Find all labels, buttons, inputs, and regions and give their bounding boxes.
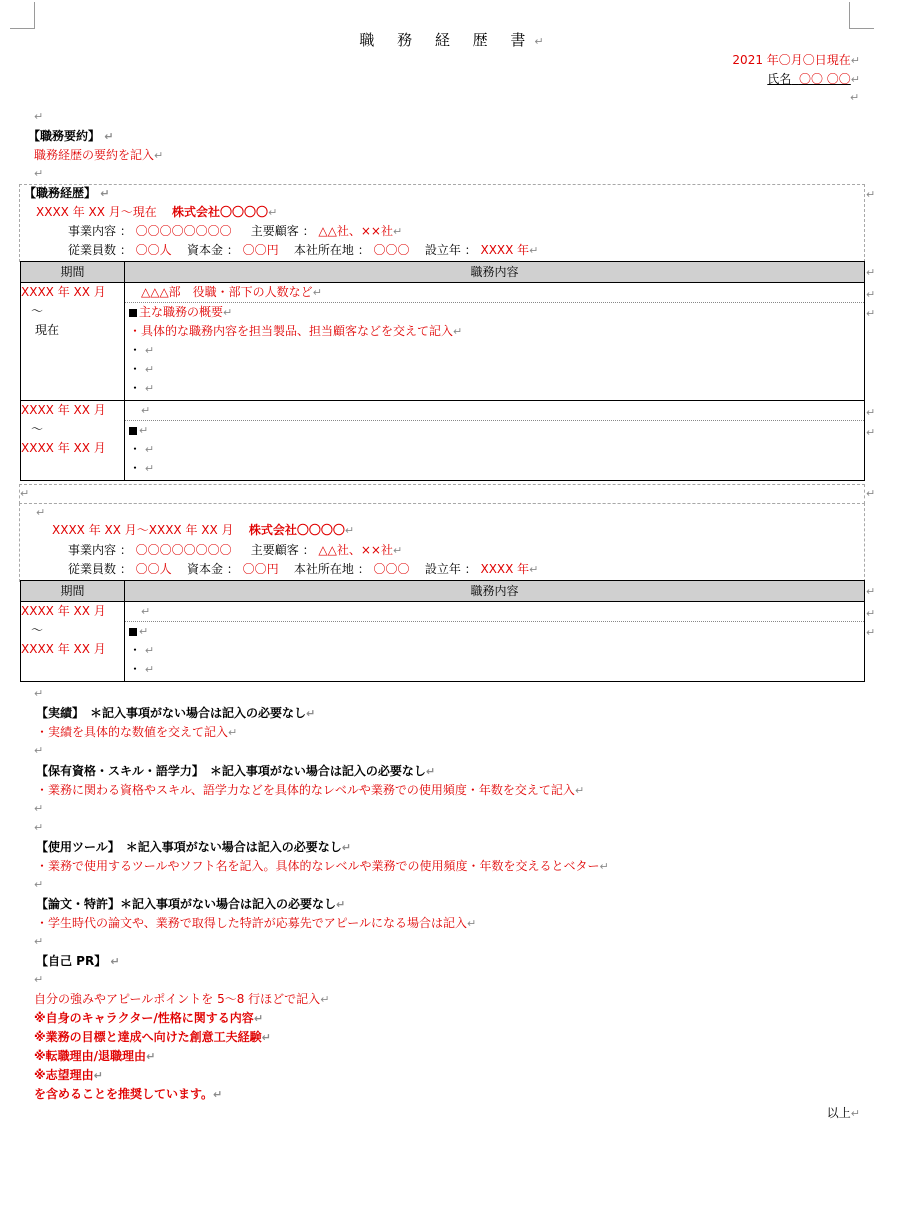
para-mark: ↵ <box>144 644 155 657</box>
para-mark: ↵ <box>599 860 609 873</box>
para-mark: ↵ <box>144 382 155 395</box>
para-mark: ↵ <box>529 244 539 257</box>
dot-text: ・ <box>129 343 142 357</box>
end-mark-text: 以上 <box>826 1106 851 1120</box>
para-mark: ↵ <box>139 625 149 638</box>
dot-text: ・ <box>129 442 142 456</box>
bullet-square-icon <box>129 427 137 435</box>
table-header-row <box>21 262 865 283</box>
para-mark: ↵ <box>146 1050 156 1063</box>
para-mark: ↵ <box>425 765 436 778</box>
period-cell <box>21 283 125 401</box>
self-pr-item <box>34 1010 263 1027</box>
dept-line <box>125 602 864 622</box>
para-mark: ↵ <box>866 288 876 301</box>
para-mark: ↵ <box>20 487 30 500</box>
bullet-square-icon <box>129 628 137 636</box>
para-mark: ↵ <box>866 188 876 201</box>
company2-job-table <box>20 580 865 682</box>
para-mark: ↵ <box>261 1031 271 1044</box>
para-mark: ↵ <box>312 286 322 299</box>
self-pr-heading <box>36 953 120 970</box>
period-from: XXXX 年 XX 月 <box>21 604 106 618</box>
para-mark: ↵ <box>850 91 860 104</box>
papers-body <box>36 915 476 932</box>
bullet-line <box>125 360 864 379</box>
self-pr-item <box>34 1067 103 1084</box>
para-mark: ↵ <box>866 607 876 620</box>
para-mark: ↵ <box>144 462 155 475</box>
para-mark: ↵ <box>34 110 44 123</box>
content-cell <box>125 283 865 401</box>
company1-employees-value: 〇〇人 <box>135 243 172 257</box>
company2-business-label: 事業内容 ： <box>68 543 132 557</box>
company1-founded-label: 設立年 ： <box>424 243 477 257</box>
dot-text: ・ <box>129 362 142 376</box>
summary-body <box>34 147 163 164</box>
para-mark: ↵ <box>34 744 44 757</box>
para-mark: ↵ <box>100 187 110 200</box>
self-pr-item <box>34 1029 271 1046</box>
para-mark: ↵ <box>139 424 149 437</box>
company1-hq-value: 〇〇〇 <box>373 243 410 257</box>
bullet-line <box>125 660 864 679</box>
detail-text: ・具体的な職務内容を担当製品、担当顧客などを交えて記入 <box>129 324 454 338</box>
company1-period-line <box>36 204 277 221</box>
period-from: XXXX 年 XX 月 <box>21 403 106 417</box>
para-mark: ↵ <box>141 404 151 417</box>
period-to: XXXX 年 XX 月 <box>21 642 106 656</box>
page-corner-top-right <box>849 2 874 29</box>
achievements-body <box>36 724 237 741</box>
self-pr-closing-text: を含めることを推奨しています。 <box>34 1087 214 1101</box>
table-header-row <box>21 581 865 602</box>
dot-text: ・ <box>129 461 142 475</box>
company2-employees-label: 従業員数 ： <box>68 562 132 576</box>
para-mark: ↵ <box>467 917 477 930</box>
para-mark: ↵ <box>154 149 164 162</box>
achievements-heading-text: 【実績】 ＊記入事項がない場合は記入の必要なし <box>36 706 307 720</box>
dept-line <box>125 283 864 303</box>
self-pr-item-text: ※転職理由/退職理由 <box>34 1049 147 1063</box>
company2-profile-line <box>68 561 538 578</box>
papers-heading-text: 【論文・特許】＊記入事項がない場合は記入の必要なし <box>36 897 337 911</box>
company2-founded-label: 設立年 ： <box>424 562 477 576</box>
achievements-body-text: ・実績を具体的な数値を交えて記入 <box>36 725 229 739</box>
papers-heading <box>36 896 345 913</box>
period-tilde: ～ <box>31 304 44 318</box>
end-mark <box>827 1105 860 1122</box>
qualifications-body-text: ・業務に関わる資格やスキル、語学力などを具体的なレベルや業務での使用頻度・年数を交えて記入 <box>36 783 575 797</box>
para-mark: ↵ <box>34 935 44 948</box>
summary-body-text: 職務経歴の要約を記入 <box>34 148 155 162</box>
para-mark: ↵ <box>336 898 346 911</box>
para-mark: ↵ <box>866 585 876 598</box>
qualifications-body <box>36 782 584 799</box>
bullet-line <box>125 379 864 398</box>
name-label: 氏名 <box>767 72 792 86</box>
company-frame-gap <box>19 484 865 504</box>
table-row <box>21 602 865 682</box>
tools-body-text: ・業務で使用するツールやソフト名を記入。具体的なレベルや業務での使用頻度・年数を交えるとベター <box>36 859 600 873</box>
para-mark: ↵ <box>144 443 155 456</box>
company1-name: 株式会社〇〇〇〇 <box>172 205 269 219</box>
para-mark: ↵ <box>850 54 860 67</box>
overview-line <box>125 421 864 440</box>
para-mark: ↵ <box>392 225 403 238</box>
period-cell <box>21 602 125 682</box>
history-heading-text: 【職務経歴】 <box>24 186 97 200</box>
company1-hq-label: 本社所在地 ： <box>293 243 370 257</box>
company1-client-label: 主要顧客 ： <box>250 224 315 238</box>
tools-heading-text: 【使用ツール】 ＊記入事項がない場合は記入の必要なし <box>36 840 342 854</box>
papers-body-text: ・学生時代の論文や、業務で取得した特許が応募先でアピールになる場合は記入 <box>36 916 468 930</box>
date-line <box>732 52 860 69</box>
para-mark: ↵ <box>866 406 876 419</box>
company2-hq-value: 〇〇〇 <box>373 562 410 576</box>
table-row <box>21 283 865 401</box>
para-mark: ↵ <box>104 130 114 143</box>
col-period-header: 期間 <box>21 262 125 283</box>
para-mark: ↵ <box>850 1107 860 1120</box>
company1-business-line <box>68 223 402 240</box>
para-mark: ↵ <box>529 563 539 576</box>
name-value: 〇〇 〇〇 <box>798 72 851 86</box>
para-mark: ↵ <box>34 802 44 815</box>
summary-heading-text: 【職務要約】 <box>28 129 101 143</box>
company2-client-value: △△社、××社 <box>318 543 393 557</box>
self-pr-item-text: ※業務の目標と達成へ向けた創意工夫経験 <box>34 1030 262 1044</box>
company2-business-value: 〇〇〇〇〇〇〇〇 <box>135 543 232 557</box>
period-to: 現在 <box>35 323 60 337</box>
content-cell <box>125 401 865 481</box>
para-mark: ↵ <box>268 206 278 219</box>
dept-line <box>125 401 864 421</box>
para-mark: ↵ <box>866 266 876 279</box>
col-content-header: 職務内容 <box>125 581 865 602</box>
overview-line <box>125 303 864 322</box>
para-mark: ↵ <box>213 1088 223 1101</box>
para-mark: ↵ <box>866 307 876 320</box>
achievements-heading <box>36 705 315 722</box>
para-mark: ↵ <box>534 35 553 48</box>
summary-heading <box>28 128 113 145</box>
self-pr-item-text: ※志望理由 <box>34 1068 94 1082</box>
self-pr-intro-text: 自分の強みやアピールポイントを 5～8 行ほどで記入 <box>34 992 321 1006</box>
para-mark: ↵ <box>392 544 403 557</box>
para-mark: ↵ <box>850 73 860 86</box>
period-from: XXXX 年 XX 月 <box>21 285 106 299</box>
para-mark: ↵ <box>34 167 44 180</box>
dept-text: △△△部 役職・部下の人数など <box>141 285 313 299</box>
company2-name: 株式会社〇〇〇〇 <box>248 523 345 537</box>
period-tilde: ～ <box>31 422 44 436</box>
para-mark: ↵ <box>223 306 233 319</box>
company1-founded-value: XXXX 年 <box>480 243 530 257</box>
self-pr-heading-text: 【自己 PR】 <box>36 954 107 968</box>
company2-founded-value: XXXX 年 <box>480 562 530 576</box>
bullet-line <box>125 341 864 360</box>
history-heading <box>24 185 109 202</box>
company2-period: XXXX 年 XX 月～XXXX 年 XX 月 <box>52 523 234 537</box>
para-mark: ↵ <box>341 841 351 854</box>
table-row <box>21 401 865 481</box>
para-mark: ↵ <box>34 821 44 834</box>
company2-capital-value: 〇〇円 <box>242 562 279 576</box>
para-mark: ↵ <box>144 344 155 357</box>
bullet-line <box>125 641 864 660</box>
company2-hq-label: 本社所在地 ： <box>293 562 370 576</box>
dot-text: ・ <box>129 643 142 657</box>
para-mark: ↵ <box>344 524 355 537</box>
date-text: 2021 年〇月〇日現在 <box>732 53 851 67</box>
para-mark: ↵ <box>34 687 44 700</box>
col-period-header: 期間 <box>21 581 125 602</box>
bullet-line <box>125 459 864 478</box>
company2-capital-label: 資本金 ： <box>186 562 239 576</box>
company1-job-table <box>20 261 865 481</box>
company1-business-label: 事業内容 ： <box>68 224 132 238</box>
para-mark: ↵ <box>34 973 44 986</box>
period-to: XXXX 年 XX 月 <box>21 441 106 455</box>
para-mark: ↵ <box>36 506 46 519</box>
para-mark: ↵ <box>144 363 155 376</box>
para-mark: ↵ <box>93 1069 103 1082</box>
self-pr-closing <box>34 1086 222 1103</box>
company1-period: XXXX 年 XX 月～現在 <box>36 205 157 219</box>
company1-profile-line <box>68 242 538 259</box>
para-mark: ↵ <box>34 878 44 891</box>
company1-employees-label: 従業員数 ： <box>68 243 132 257</box>
para-mark: ↵ <box>866 626 876 639</box>
self-pr-item <box>34 1048 155 1065</box>
page-corner-top-left <box>10 2 35 29</box>
bullet-line <box>125 440 864 459</box>
period-tilde: ～ <box>31 623 44 637</box>
dot-text: ・ <box>129 662 142 676</box>
company1-client-value: △△社、××社 <box>318 224 393 238</box>
para-mark: ↵ <box>866 426 876 439</box>
para-mark: ↵ <box>253 1012 264 1025</box>
para-mark: ↵ <box>141 605 151 618</box>
company2-employees-value: 〇〇人 <box>135 562 172 576</box>
self-pr-intro <box>34 991 329 1008</box>
overview-line <box>125 622 864 641</box>
tools-body <box>36 858 609 875</box>
para-mark: ↵ <box>866 487 876 500</box>
detail-line <box>125 322 864 341</box>
page-title-text: 職 務 経 歴 書 <box>359 31 535 49</box>
period-cell <box>21 401 125 481</box>
page-title <box>0 32 912 50</box>
para-mark: ↵ <box>228 726 238 739</box>
col-content-header: 職務内容 <box>125 262 865 283</box>
self-pr-item-text: ※自身のキャラクター/性格に関する内容 <box>34 1011 254 1025</box>
company1-capital-label: 資本金 ： <box>186 243 239 257</box>
qualifications-heading-text: 【保有資格・スキル・語学力】 ＊記入事項がない場合は記入の必要なし <box>36 764 426 778</box>
para-mark: ↵ <box>320 993 330 1006</box>
bullet-square-icon <box>129 309 137 317</box>
name-line <box>767 71 860 88</box>
company1-business-value: 〇〇〇〇〇〇〇〇 <box>135 224 232 238</box>
tools-heading <box>36 839 351 856</box>
para-mark: ↵ <box>144 663 155 676</box>
para-mark: ↵ <box>110 955 120 968</box>
qualifications-heading <box>36 763 435 780</box>
company2-period-line <box>52 522 354 539</box>
dot-text: ・ <box>129 381 142 395</box>
overview-text: 主な職務の概要 <box>139 305 224 319</box>
content-cell <box>125 602 865 682</box>
para-mark: ↵ <box>574 784 585 797</box>
para-mark: ↵ <box>453 325 463 338</box>
para-mark: ↵ <box>306 707 316 720</box>
company2-client-label: 主要顧客 ： <box>250 543 315 557</box>
company1-capital-value: 〇〇円 <box>242 243 279 257</box>
company2-business-line <box>68 542 402 559</box>
